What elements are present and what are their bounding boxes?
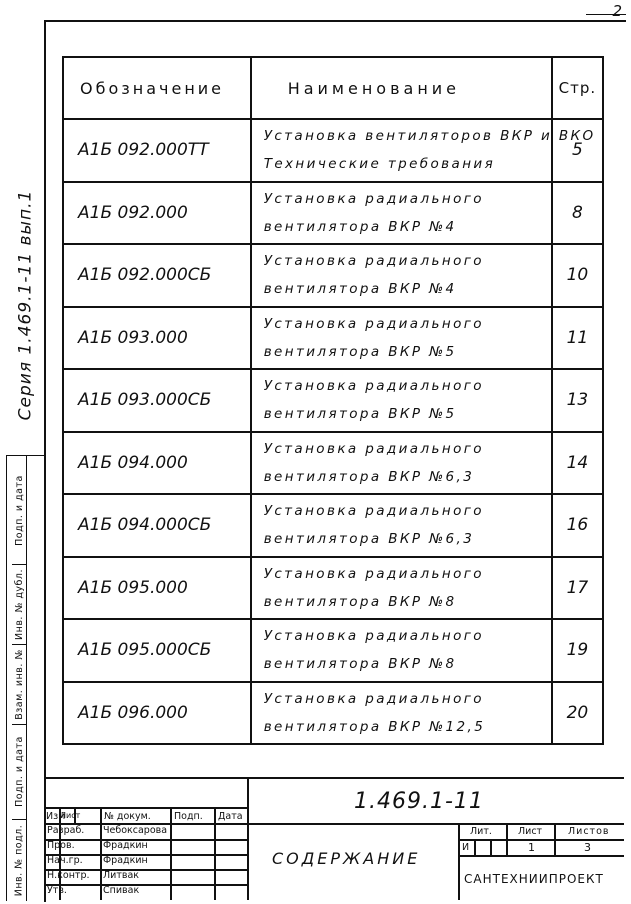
row-page-cell xyxy=(552,494,603,557)
table-row xyxy=(63,682,603,745)
row-page-cell xyxy=(552,244,603,307)
series-label xyxy=(12,150,38,460)
row-page-cell xyxy=(552,682,603,745)
row-code-cell xyxy=(63,244,251,307)
row-name-cell xyxy=(251,244,552,307)
row-name-line1: Установка радиального xyxy=(263,315,484,332)
row-page: 20 xyxy=(566,702,589,723)
row-name-cell xyxy=(251,369,552,432)
row-code-cell xyxy=(63,119,251,182)
signer-name: Спивак xyxy=(103,885,140,896)
sheets-value: 3 xyxy=(584,841,591,854)
row-code: А1Б 095.000 xyxy=(78,577,188,598)
row-name-line2: вентилятора ВКР №4 xyxy=(263,281,457,298)
row-name-line1: Установка радиального xyxy=(263,378,484,395)
sheet-number-underline xyxy=(586,14,626,15)
row-code-cell xyxy=(63,432,251,495)
sheets-label: Листов xyxy=(568,826,610,837)
row-name xyxy=(252,122,596,178)
table-row xyxy=(63,244,603,307)
row-name xyxy=(252,435,551,491)
row-name-line2: вентилятора ВКР №6,3 xyxy=(263,468,475,485)
change-header-date: Дата xyxy=(218,811,243,822)
row-name xyxy=(252,622,551,678)
row-name-line2: вентилятора ВКР №5 xyxy=(263,406,457,423)
row-name-line2: вентилятора ВКР №12,5 xyxy=(263,718,486,735)
signer-role: Н.контр. xyxy=(47,870,90,881)
header-page: Стр. xyxy=(552,57,603,119)
row-page: 8 xyxy=(571,202,583,223)
side-stamp: Взам. инв. № xyxy=(12,644,26,725)
row-name xyxy=(252,310,551,366)
row-code-cell xyxy=(63,557,251,620)
row-page: 16 xyxy=(566,515,589,536)
row-code-cell xyxy=(63,307,251,370)
row-page-cell xyxy=(552,432,603,495)
sheet-label: Лист xyxy=(518,826,543,837)
row-page: 14 xyxy=(566,452,589,473)
row-name-line1: Установка радиального xyxy=(263,253,484,270)
row-page: 19 xyxy=(566,640,589,661)
signer-name: Чебоксарова xyxy=(103,825,168,836)
table-row xyxy=(63,369,603,432)
sheet-number: 2 xyxy=(612,2,625,20)
row-page-cell xyxy=(552,557,603,620)
row-name xyxy=(252,185,551,241)
row-page: 11 xyxy=(566,327,589,348)
contents-table xyxy=(62,56,604,745)
row-name xyxy=(252,560,551,616)
row-code: А1Б 095.000СБ xyxy=(78,640,212,661)
sheet-value: 1 xyxy=(528,841,535,854)
lit-value: И xyxy=(462,842,470,853)
row-name-cell xyxy=(251,307,552,370)
side-stamp: Инв. № дубл. xyxy=(12,564,26,645)
side-stamp: Подп. и дата xyxy=(12,724,26,820)
row-page: 13 xyxy=(566,390,589,411)
row-name-line2: вентилятора ВКР №8 xyxy=(263,656,457,673)
row-code: А1Б 093.000 xyxy=(78,327,188,348)
row-name xyxy=(252,685,551,741)
row-code: А1Б 092.000ТТ xyxy=(78,140,209,161)
row-page-cell xyxy=(552,619,603,682)
row-code: А1Б 092.000 xyxy=(78,202,188,223)
header-name: Наименование xyxy=(251,57,552,119)
organization: САНТЕХНИИПРОЕКТ xyxy=(464,872,604,886)
table-row xyxy=(63,119,603,182)
row-name-line1: Установка радиального xyxy=(263,565,484,582)
header-designation: Обозначение xyxy=(63,57,251,119)
row-code: А1Б 093.000СБ xyxy=(78,390,212,411)
row-name xyxy=(252,372,551,428)
title-block xyxy=(44,777,624,900)
document-designation: 1.469.1-11 xyxy=(354,789,484,814)
change-header-list: Лист xyxy=(60,811,81,820)
row-code: А1Б 094.000СБ xyxy=(78,515,212,536)
row-name-line1: Установка радиального xyxy=(263,503,484,520)
lit-label: Лит. xyxy=(470,826,492,837)
row-code-cell xyxy=(63,182,251,245)
row-name-cell xyxy=(251,682,552,745)
row-page-cell xyxy=(552,369,603,432)
side-strip-line xyxy=(26,456,27,901)
row-code: А1Б 096.000 xyxy=(78,702,188,723)
side-stamp: Подп. и дата xyxy=(12,456,26,565)
signer-name: Фрадкин xyxy=(103,855,148,866)
row-name xyxy=(252,497,551,553)
row-code: А1Б 094.000 xyxy=(78,452,188,473)
signer-role: Пров. xyxy=(47,840,75,851)
table-row xyxy=(63,557,603,620)
side-strip-line xyxy=(6,456,7,901)
row-name-cell xyxy=(251,557,552,620)
row-name-cell xyxy=(251,182,552,245)
row-page: 10 xyxy=(566,265,589,286)
row-page-cell xyxy=(552,307,603,370)
table-row xyxy=(63,307,603,370)
change-header-doc: № докум. xyxy=(104,811,151,822)
row-page: 17 xyxy=(566,577,589,598)
row-name xyxy=(252,247,551,303)
change-header-izm: Изм xyxy=(46,811,66,822)
row-code-cell xyxy=(63,682,251,745)
row-code-cell xyxy=(63,619,251,682)
row-name-cell xyxy=(251,494,552,557)
row-name-line2: вентилятора ВКР №8 xyxy=(263,593,457,610)
row-name-line1: Установка радиального xyxy=(263,440,484,457)
table-row xyxy=(63,494,603,557)
row-name-line2: вентилятора ВКР №4 xyxy=(263,218,457,235)
signer-role: Нач.гр. xyxy=(47,855,83,866)
row-code-cell xyxy=(63,494,251,557)
table-row xyxy=(63,432,603,495)
row-name-line2: вентилятора ВКР №6,3 xyxy=(263,531,475,548)
row-name-cell xyxy=(251,119,596,182)
change-header-sign: Подп. xyxy=(174,811,203,822)
signer-name: Фрадкин xyxy=(103,840,148,851)
row-name-line1: Установка вентиляторов ВКР и ВКО xyxy=(263,128,596,145)
row-name-cell xyxy=(251,619,552,682)
row-name-line2: Технические требования xyxy=(263,156,496,173)
row-name-line1: Установка радиального xyxy=(263,190,484,207)
document-title: СОДЕРЖАНИЕ xyxy=(272,849,421,868)
side-stamp: Инв. № подл. xyxy=(13,824,25,896)
row-name-line1: Установка радиального xyxy=(263,628,484,645)
row-name-cell xyxy=(251,432,552,495)
series-label-text: Серия 1.469.1-11 вып.1 xyxy=(15,189,36,421)
signer-name: Литвак xyxy=(103,870,140,881)
row-page-cell xyxy=(552,182,603,245)
table-row xyxy=(63,182,603,245)
signer-role: Разраб. xyxy=(47,825,85,836)
row-page: 5 xyxy=(571,140,583,161)
row-name-line2: вентилятора ВКР №5 xyxy=(263,343,457,360)
side-stamp-strip xyxy=(6,455,44,901)
row-code-cell xyxy=(63,369,251,432)
row-name-line1: Установка радиального xyxy=(263,690,484,707)
signer-role: Утв. xyxy=(47,885,67,896)
row-code: А1Б 092.000СБ xyxy=(78,265,212,286)
table-row xyxy=(63,619,603,682)
table-header-row xyxy=(63,57,603,119)
